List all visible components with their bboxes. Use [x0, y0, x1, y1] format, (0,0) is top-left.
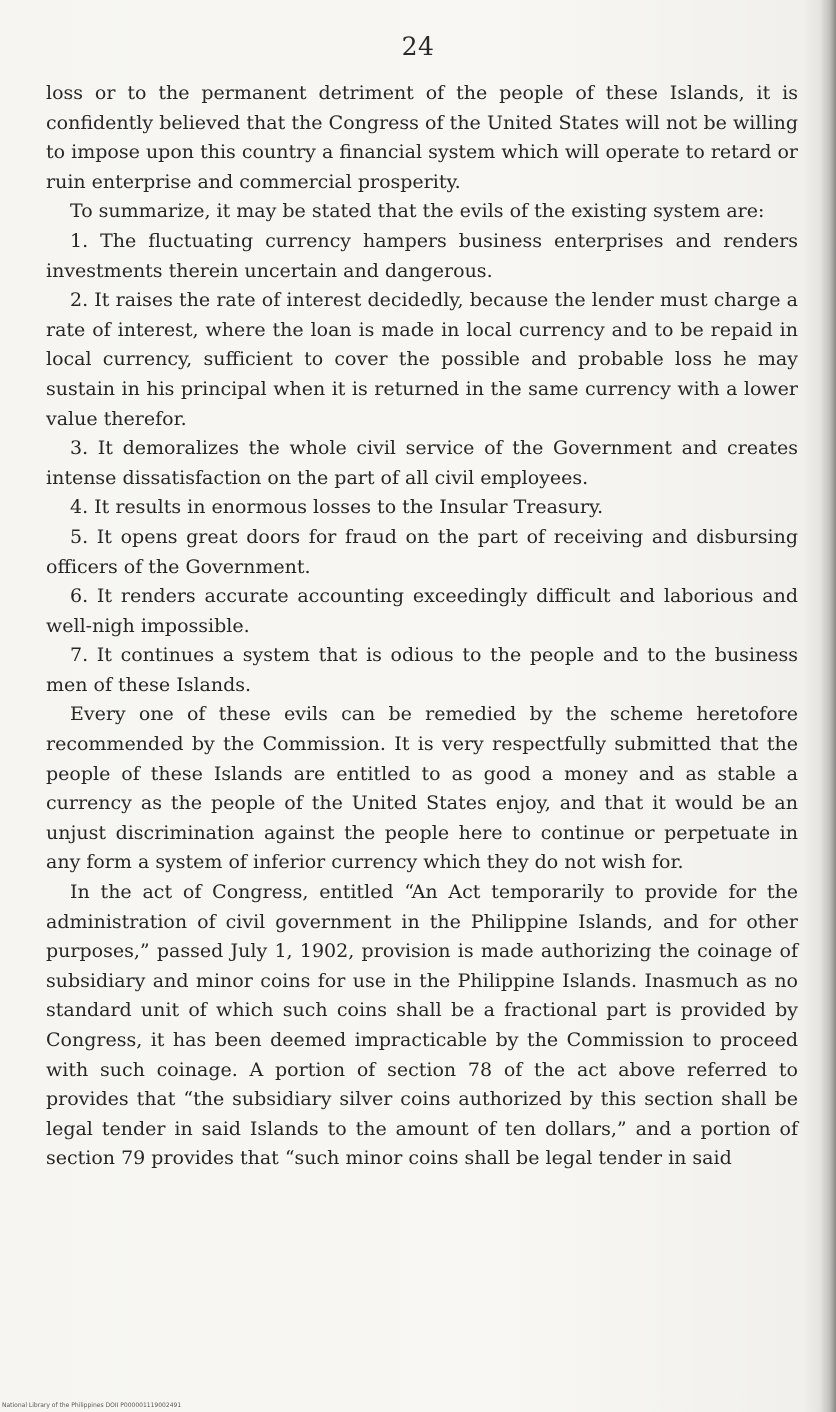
- paragraph-summary-intro: To summarize, it may be stated that the evils of the existing system are:: [70, 200, 765, 223]
- list-item-2: 2. It raises the rate of interest decidedly, because the lender must charge a rate of interest, where the loan is made in local currency and to be repaid in local currency, sufficient to cover the possible and probable loss he may sustain in his principal when it is returned in the same currency with a lower value therefor.: [46, 289, 798, 430]
- list-item-3: 3. It demoralizes the whole civil service of the Government and creates intense dissatisfaction on the part of all civil employees.: [46, 437, 798, 489]
- page-edge-shadow: [820, 0, 836, 1412]
- list-item-5: 5. It opens great doors for fraud on the part of receiving and disbursing officers of the Government.: [46, 525, 798, 578]
- page-number: 24: [401, 32, 435, 61]
- paragraph-continued: loss or to the permanent detriment of the people of these Islands, it is confidently believed that the Congress of the United States will not be willing to impose upon this country a financial system which will operate to retard or ruin enterprise and commercial prosperity.: [46, 82, 798, 193]
- list-item-4: 4. It results in enormous losses to the Insular Treasury.: [70, 496, 604, 519]
- scan-credit: National Library of the Philippines DOII P000001119002491: [2, 1402, 182, 1409]
- list-item-7: 7. It continues a system that is odious to the people and to the business men of these Islands.: [46, 644, 798, 696]
- list-item-1: 1. The fluctuating currency hampers business enterprises and renders investments therein uncertain and dangerous.: [46, 229, 798, 282]
- paragraph-act-of-congress: In the act of Congress, entitled “An Act temporarily to provide for the administration of civil government in the Philippine Islands, and for other purposes,” passed July 1, 1902, provision is made authorizing the coinage of subsidiary and minor coins for use in the Philippine Islands. Inasmuch as no standard unit of which such coins shall be a fractional part is provided by Congress, it has been deemed impracticable by the Commission to proceed with such coinage. A portion of section 78 of the act above referred to provides that “the subsidiary silver coins authorized by this section shall be legal tender in said Islands to the amount of ten dollars,” and a portion of section 79 provides that “such minor coins shall be legal tender in said: [46, 881, 798, 1170]
- list-item-6: 6. It renders accurate accounting exceedingly difficult and laborious and well-nigh impossible.: [46, 585, 798, 637]
- paragraph-remedy: Every one of these evils can be remedied by the scheme heretofore recommended by the Commission. It is very respectfully submitted that the people of these Islands are entitled to as good a money and as stable a currency as the people of the United States enjoy, and that it would be an unjust discrimination against the people here to continue or perpetuate in any form a system of inferior currency which they do not wish for.: [46, 703, 798, 874]
- body-text: [46, 79, 798, 1174]
